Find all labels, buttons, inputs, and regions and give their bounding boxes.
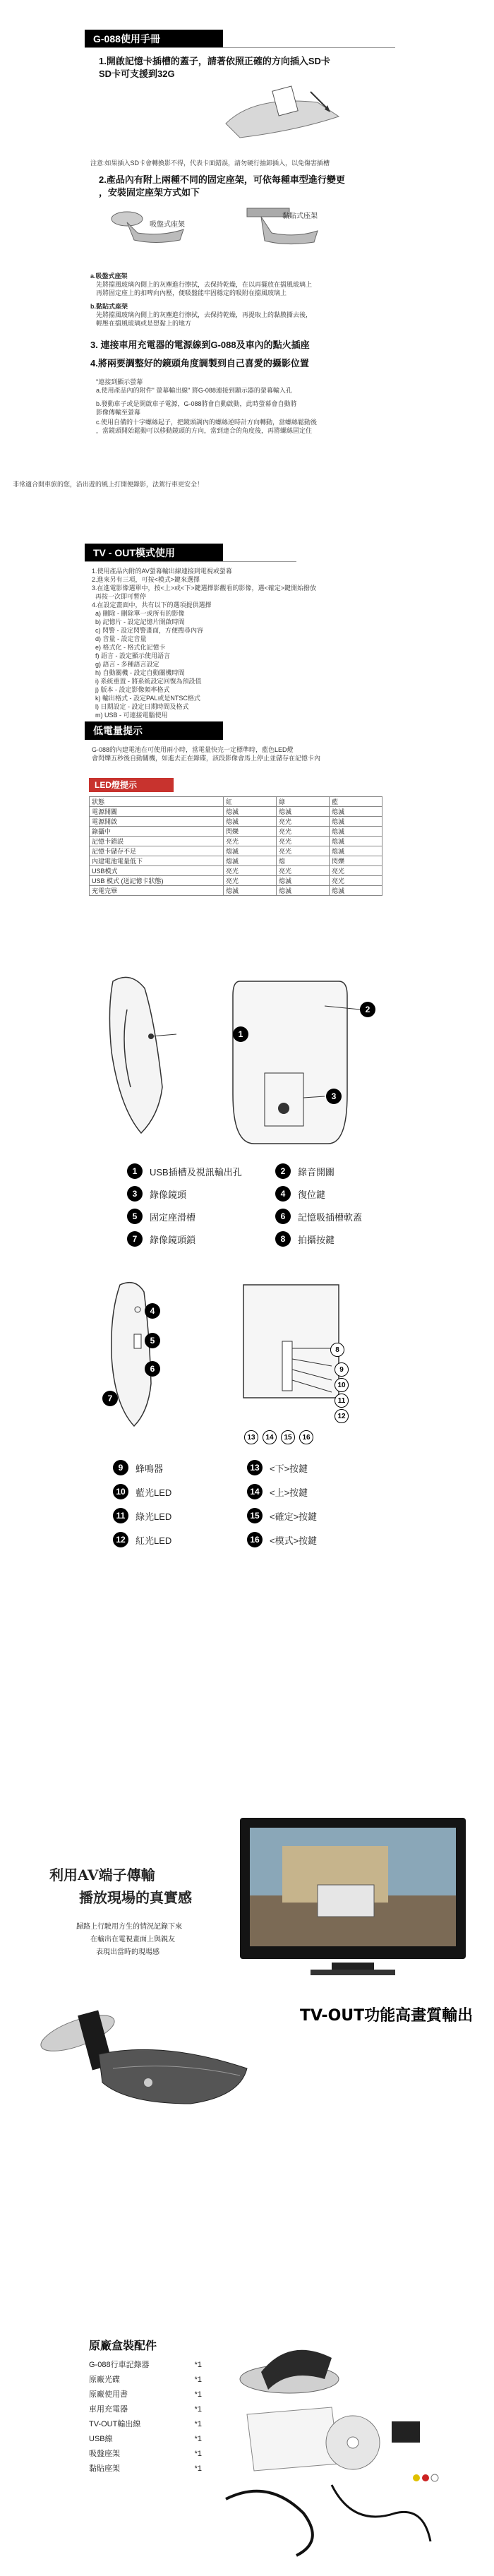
table-row (90, 807, 382, 817)
table-row (90, 886, 382, 896)
tvout-line: l) 日期設定 - 設定日期時間及格式 (92, 703, 189, 710)
usage-step-b: b.發動車子或是開啟車子電源，G-088將會自動啟動，此時螢幕會自動將 影像傳輸至螢幕 (96, 400, 297, 416)
callout-11: 11 (335, 1394, 349, 1408)
legend-label: 錄音開關 (298, 1166, 335, 1178)
list-item (89, 2447, 202, 2462)
item-qty: *1 (194, 2390, 202, 2399)
cell: 亮光 (277, 846, 330, 856)
tvout-title: TV - OUT模式使用 (85, 544, 223, 562)
list-item (89, 2388, 202, 2402)
legend-number: 15 (247, 1508, 263, 1523)
cell: 亮光 (277, 837, 330, 846)
led-status-table (89, 796, 382, 896)
tv-display-illustration (240, 1818, 473, 1987)
cell: 熄滅 (330, 807, 382, 817)
tvout-line: m) USB - 可連接電腦使用 (92, 712, 168, 719)
callout-12: 12 (335, 1409, 349, 1423)
legend-item (127, 1231, 195, 1247)
note-a-body: 先將擋風玻璃內側上的灰塵進行擦拭，去保持乾燥，在以再擺放在擋風玻璃上 再將固定座上的扣啤向內壓，便吸盤能牢固穩定的吸附在擋風玻璃上 (96, 281, 313, 296)
legend-number: 1 (127, 1163, 143, 1179)
item-name: 原廠使用書 (89, 2390, 128, 2399)
legend-number: 4 (275, 1186, 291, 1202)
list-item (89, 2373, 202, 2388)
cell: 熄滅 (224, 817, 277, 827)
sd-note: 注意:如果插入SD卡會轉換影不得，代表卡面錯誤，請勿硬行抽卸插入，以免傷害插槽 (90, 160, 330, 167)
cell: 熄滅 (224, 807, 277, 817)
cell: 亮光 (330, 876, 382, 886)
tvout-line: 再按一次即可暫停 (92, 593, 147, 600)
tvout-line: k) 輸出格式 - 設定PAL或是NTSC格式 (92, 695, 200, 702)
legend-item (247, 1532, 317, 1547)
legend-label: <上>按鍵 (270, 1487, 308, 1498)
callout-9: 9 (335, 1362, 349, 1377)
table-row (90, 856, 382, 866)
callout-13: 13 (244, 1430, 258, 1444)
legend-label: <確定>按鍵 (270, 1511, 318, 1522)
cell: 內建電池電量低下 (90, 856, 224, 866)
promo-sub-3: 表現出當時的現場感 (96, 1948, 159, 1956)
mounted-recorder-illustration (35, 1970, 268, 2132)
col-green: 綠 (277, 797, 330, 807)
step-3: 3. 連接車用充電器的電源線到G-088及車內的點火插座 (90, 340, 310, 350)
cell: 熄 (277, 856, 330, 866)
legend-number: 7 (127, 1231, 143, 1247)
tvout-instructions (92, 567, 402, 719)
table-row (90, 846, 382, 856)
cell: 熄滅 (330, 837, 382, 846)
cell: 熄滅 (224, 886, 277, 896)
list-item (89, 2417, 202, 2432)
item-qty: *1 (194, 2361, 202, 2369)
legend-number: 8 (275, 1231, 291, 1247)
adhesive-mount-label: 黏貼式座架 (282, 212, 318, 220)
cell: 亮光 (277, 817, 330, 827)
legend-label: 紅光LED (135, 1535, 172, 1546)
legend-item (127, 1163, 242, 1179)
safety-note: 非常適合開車旅的您，沿出遊的風上打開便錄影，法駕行車更安全！ (13, 481, 204, 488)
legend-number: 12 (113, 1532, 128, 1547)
tvout-line: i) 系統重置 - 將系統設定回復為預設值 (92, 678, 202, 685)
tvout-line: 3.在進電影像選單中，按<上>或<下>鍵選擇影觀看的影像，選<確定>鍵開始撥放 (92, 585, 317, 592)
package-item-list (89, 2358, 202, 2476)
promo-sub-1: 歸路上行駛用方生的情況記錄下來 (76, 1923, 182, 1931)
legend-item (113, 1460, 163, 1475)
callout-8: 8 (330, 1343, 344, 1357)
tvout-caption: TV-OUT功能高畫質輸出 (300, 2007, 474, 2025)
step-1: 1.開啟記憶卡插槽的蓋子，請著依照正確的方向插入SD卡 SD卡可支援到32G (99, 56, 330, 79)
tvout-line: 4.在設定畫面中，共有以下的選項提供選擇 (92, 601, 212, 609)
col-blue: 藍 (330, 797, 382, 807)
table-row (90, 837, 382, 846)
item-name: USB線 (89, 2435, 113, 2443)
promo-headline-1: 利用AV端子傳輸 (49, 1867, 155, 1883)
item-name: 吸盤座架 (89, 2450, 120, 2458)
tvout-line: g) 語言 - 多種語言設定 (92, 661, 159, 668)
legend-label: 蜂鳴器 (135, 1463, 164, 1474)
legend-number: 13 (247, 1460, 263, 1475)
cell: 亮光 (277, 827, 330, 837)
legend-number: 16 (247, 1532, 263, 1547)
callout-16: 16 (299, 1430, 313, 1444)
step-2: 2.產品內有附上兩種不同的固定座架，可依每種車型進行變更 ，安裝固定座架方式如下 (99, 174, 345, 198)
legend-label: 綠光LED (135, 1511, 172, 1522)
note-b-title: b.黏貼式座架 (90, 303, 128, 310)
adhesive-mount-illustration (233, 201, 325, 251)
list-item (89, 2462, 202, 2476)
cell: 熄滅 (224, 846, 277, 856)
callout-2: 2 (360, 1002, 375, 1017)
item-name: 黏貼座架 (89, 2464, 120, 2473)
cell: 熄滅 (224, 856, 277, 866)
callout-6: 6 (145, 1361, 160, 1377)
legend-number: 9 (113, 1460, 128, 1475)
item-qty: *1 (194, 2435, 202, 2443)
legend-number: 6 (275, 1209, 291, 1224)
item-name: G-088行車記錄器 (89, 2361, 150, 2369)
legend-item (113, 1532, 171, 1547)
legend-number: 11 (113, 1508, 128, 1523)
legend-item (247, 1460, 308, 1475)
col-red: 紅 (224, 797, 277, 807)
cell: 熄滅 (330, 846, 382, 856)
legend-label: 固定座滑槽 (150, 1211, 196, 1223)
legend-item (275, 1231, 335, 1247)
cell: 電源開啟 (90, 817, 224, 827)
cell: 記憶卡錯誤 (90, 837, 224, 846)
tvout-line: d) 音量 - 設定音量 (92, 635, 147, 642)
cell: 熄滅 (277, 886, 330, 896)
legend-item (275, 1186, 325, 1202)
item-qty: *1 (194, 2405, 202, 2414)
legend-number: 3 (127, 1186, 143, 1202)
legend-label: 復位鍵 (298, 1189, 326, 1200)
package-title: 原廠盒裝配件 (89, 2340, 157, 2352)
item-qty: *1 (194, 2464, 202, 2473)
legend-item (113, 1508, 171, 1523)
legend-label: 藍光LED (135, 1487, 172, 1498)
cell: 熄滅 (277, 807, 330, 817)
legend-number: 2 (275, 1163, 291, 1179)
tvout-line: j) 版本 - 設定影像頻率格式 (92, 686, 170, 693)
cell: 亮光 (224, 866, 277, 876)
list-item (89, 2432, 202, 2447)
table-row (90, 876, 382, 886)
callout-5: 5 (145, 1333, 160, 1348)
usage-intro: "連接到顯示螢幕 a.使用產品內的附件" 螢幕輸出線" 將G-088連接到顯示器的螢幕輸入孔 (96, 378, 292, 394)
legend-item (127, 1186, 186, 1202)
legend-label: USB插槽及視訊輸出孔 (150, 1166, 242, 1178)
promo-headline-2: 播放現場的真實感 (79, 1889, 192, 1906)
tvout-line: e) 格式化 - 格式化記憶卡 (92, 644, 166, 651)
cell: 熄滅 (330, 886, 382, 896)
tvout-line: f) 語言 - 設定顯示使用語言 (92, 652, 170, 659)
legend-label: 錄像鏡頭鎖 (150, 1234, 196, 1245)
cell: 充電完畢 (90, 886, 224, 896)
cell: 電源開關 (90, 807, 224, 817)
suction-mount-label: 吸盤式座架 (150, 221, 185, 229)
tvout-line: b) 記憶片 - 設定記憶片開啟時間 (92, 618, 185, 625)
tvout-title-rule (85, 561, 296, 562)
legend-label: <下>按鍵 (270, 1463, 308, 1474)
cell: 亮光 (330, 866, 382, 876)
battery-body: G-088的內建電池在可使用兩小時，當電量快完一定標準時，藍色LED燈 會閃爍五秒後自動關機，如進去正在錄碟，該段影像會馬上停止並儲存在記憶卡內 (92, 746, 321, 762)
tvout-line: a) 刪除 - 刪除單一或所有的影像 (92, 610, 185, 617)
callout-7: 7 (102, 1391, 118, 1406)
item-qty: *1 (194, 2450, 202, 2458)
legend-item (247, 1484, 308, 1499)
legend-item (113, 1484, 171, 1499)
device-side-back-diagram (92, 967, 388, 1151)
callout-4: 4 (145, 1303, 160, 1319)
package-contents-illustration (212, 2330, 452, 2563)
list-item (89, 2402, 202, 2417)
legend-item (275, 1163, 335, 1179)
note-a-title: a.吸盤式座架 (90, 272, 128, 280)
table-row (90, 866, 382, 876)
item-name: TV-OUT輸出線 (89, 2420, 141, 2428)
led-title: LED燈提示 (89, 778, 174, 792)
legend-label: <模式>按鍵 (270, 1535, 318, 1546)
step-4: 4.將兩要調整好的鏡頭角度調製到自己喜愛的攝影位置 (90, 358, 309, 369)
callout-10: 10 (335, 1378, 349, 1392)
battery-title: 低電量提示 (85, 721, 223, 740)
legend-item (127, 1209, 195, 1224)
tvout-line: 2.進來另有三項，可按<模式>鍵來選擇 (92, 576, 200, 583)
cell: USB 模式 (送記憶卡狀態) (90, 876, 224, 886)
sd-card-insert-illustration (212, 81, 353, 148)
manual-title: G-088使用手冊 (85, 30, 223, 48)
callout-3: 3 (326, 1089, 342, 1104)
note-b-body: 先將擋風玻璃內側上的灰塵進行擦拭，去保持乾燥，再提取上的黏膜撕去後， 輕壓在擋風玻璃或是想黏上的地方 (96, 311, 313, 327)
item-name: 原廠光碟 (89, 2376, 120, 2384)
cell: 熄滅 (330, 827, 382, 837)
cell: 錄攝中 (90, 827, 224, 837)
legend-label: 拍攝按鍵 (298, 1234, 335, 1245)
table-row (90, 827, 382, 837)
cell: 熄滅 (330, 817, 382, 827)
cell: 閃爍 (330, 856, 382, 866)
callout-15: 15 (281, 1430, 295, 1444)
item-name: 車用充電器 (89, 2405, 128, 2414)
col-status: 狀態 (90, 797, 224, 807)
legend-number: 10 (113, 1484, 128, 1499)
legend-item (275, 1209, 362, 1224)
legend-number: 5 (127, 1209, 143, 1224)
legend-label: 記憶吸插槽軟蓋 (298, 1211, 363, 1223)
item-qty: *1 (194, 2420, 202, 2428)
tvout-line: h) 自動關機 - 設定自動關機時間 (92, 669, 185, 676)
legend-label: 錄像鏡頭 (150, 1189, 187, 1200)
cell: 亮光 (224, 876, 277, 886)
item-qty: *1 (194, 2376, 202, 2384)
cell: 亮光 (277, 866, 330, 876)
table-header-row (90, 797, 382, 807)
cell: 記憶卡儲存不足 (90, 846, 224, 856)
cell: USB模式 (90, 866, 224, 876)
table-row (90, 817, 382, 827)
cell: 熄滅 (277, 876, 330, 886)
legend-number: 14 (247, 1484, 263, 1499)
cell: 閃爍 (224, 827, 277, 837)
legend-item (247, 1508, 317, 1523)
tvout-line: c) 閃警 - 設定閃警畫面，方便搜尋內容 (92, 627, 203, 634)
usage-step-c: c.使用自備的十字螺絲起子，把鏡頭調內的螺絲逆時計方向轉動，當螺絲鬆動後 ，當鏡頭開始鬆動可以移動鏡頭的方向，當到達合的角度後，再將螺絲固定住 (96, 419, 318, 434)
callout-14: 14 (263, 1430, 277, 1444)
callout-1: 1 (233, 1026, 248, 1042)
list-item (89, 2358, 202, 2373)
promo-sub-2: 在輸出在電視畫面上與親友 (90, 1936, 175, 1943)
cell: 亮光 (224, 837, 277, 846)
manual-title-rule (85, 47, 395, 48)
tvout-line: 1.使用產品內附的AV螢幕輸出線連接到電視或螢幕 (92, 568, 232, 575)
